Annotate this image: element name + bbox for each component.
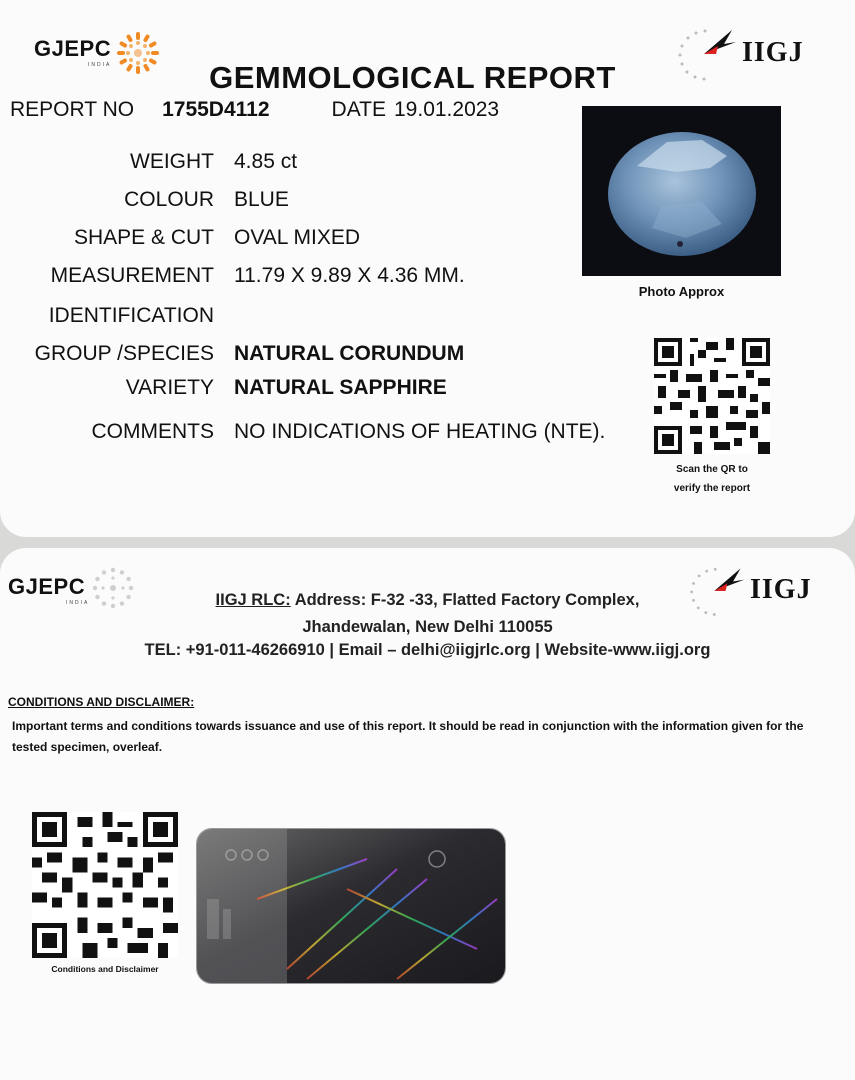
qr-caption-line2: verify the report xyxy=(673,483,751,494)
conditions-text: Important terms and conditions towards issuance and use of this report. It should be read in conjunction with the information given for the tested specimen, overleaf. xyxy=(12,719,804,754)
iigj-logo-text: IIGJ xyxy=(750,574,812,605)
contact-line: TEL: +91-011-46266910 | Email – delhi@iigjrlc.org | Website-www.iigj.org xyxy=(144,641,711,659)
field-label: VARIETY xyxy=(125,376,214,399)
gjepc-logo-subtext: INDIA xyxy=(66,600,90,606)
report-number-value: 1755D4112 xyxy=(162,98,270,121)
field-value: NATURAL CORUNDUM xyxy=(234,342,465,365)
date-value: 19.01.2023 xyxy=(394,98,500,121)
field-value: BLUE xyxy=(234,188,289,211)
address-block xyxy=(0,587,855,641)
field-variety xyxy=(0,376,640,400)
field-identification xyxy=(0,304,640,328)
field-group-species xyxy=(0,342,640,366)
qr-caption-line1: Scan the QR to xyxy=(676,464,748,475)
field-label: MEASUREMENT xyxy=(50,264,214,287)
field-label: IDENTIFICATION xyxy=(48,304,214,327)
field-label: WEIGHT xyxy=(130,150,214,173)
field-label: COLOUR xyxy=(124,188,214,211)
gjepc-logo-text: GJEPC xyxy=(8,574,86,599)
field-weight xyxy=(0,150,640,174)
field-colour xyxy=(0,188,640,212)
hologram-sticker xyxy=(196,828,506,984)
field-value: NO INDICATIONS OF HEATING (NTE). xyxy=(234,420,606,443)
qr-code-icon xyxy=(32,812,178,958)
hologram-image xyxy=(197,829,505,983)
photo-caption: Photo Approx xyxy=(638,284,725,299)
field-shape-cut xyxy=(0,226,640,250)
date-label: DATE xyxy=(331,98,386,121)
gjepc-logo-text: GJEPC xyxy=(34,36,112,61)
field-value: 4.85 ct xyxy=(234,150,298,173)
conditions-title: CONDITIONS AND DISCLAIMER: xyxy=(8,695,195,709)
conditions-qr-caption: Conditions and Disclaimer xyxy=(51,964,159,974)
field-value: 11.79 X 9.89 X 4.36 MM. xyxy=(234,264,465,287)
address-text: Address: F-32 -33, Flatted Factory Complex, xyxy=(294,591,640,609)
field-measurement xyxy=(0,264,640,288)
field-value: OVAL MIXED xyxy=(234,226,361,249)
field-value: NATURAL SAPPHIRE xyxy=(234,376,447,399)
report-title: GEMMOLOGICAL REPORT xyxy=(209,60,616,95)
report-number-line xyxy=(10,98,499,122)
report-number-label: REPORT NO xyxy=(10,98,135,121)
field-label: SHAPE & CUT xyxy=(73,226,214,249)
field-label: COMMENTS xyxy=(91,420,214,443)
report-card-back xyxy=(0,548,855,1080)
sapphire-gem-image xyxy=(582,106,781,276)
gjepc-logo-subtext: INDIA xyxy=(88,62,112,68)
address-org: IIGJ RLC: xyxy=(215,591,291,609)
address-line-1 xyxy=(0,587,855,614)
address-line-2: Jhandewalan, New Delhi 110055 xyxy=(302,618,553,636)
gemstone-photo xyxy=(582,106,781,276)
qr-caption xyxy=(654,460,770,498)
verify-qr-code[interactable] xyxy=(654,338,770,454)
field-comments xyxy=(0,420,640,444)
qr-code-icon xyxy=(654,338,770,454)
iigj-logo-text: IIGJ xyxy=(742,37,804,68)
conditions-qr-code[interactable] xyxy=(32,812,178,958)
field-label: GROUP /SPECIES xyxy=(34,342,214,365)
report-card-front xyxy=(0,0,855,537)
